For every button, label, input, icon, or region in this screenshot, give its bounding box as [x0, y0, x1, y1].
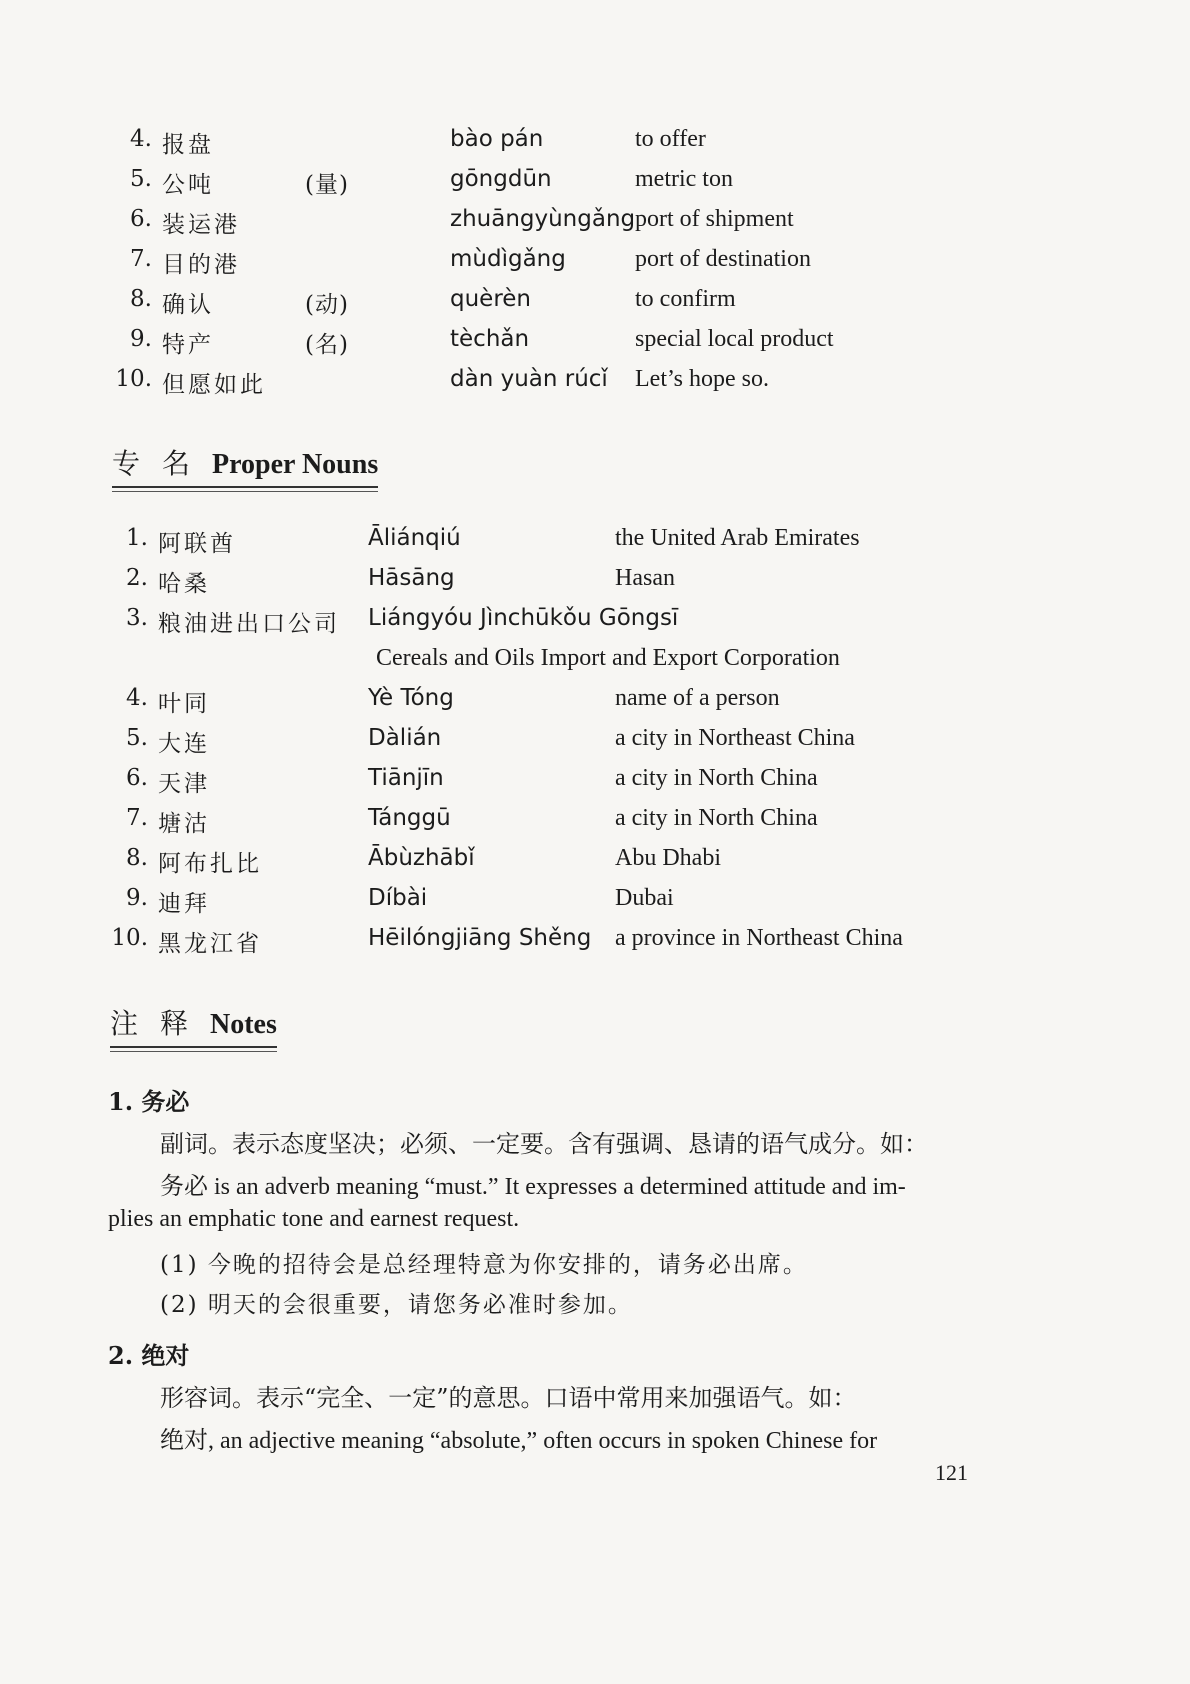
vocab-row [0, 246, 1190, 286]
vocab-hanzi: 目的港 [162, 252, 240, 278]
proper-noun-pinyin: Hāsāng [368, 565, 455, 591]
heading-zh: 注释 [110, 1007, 211, 1040]
proper-noun-hanzi: 叶同 [158, 691, 210, 717]
vocab-pinyin: quèrèn [450, 286, 532, 312]
vocab-english: port of shipment [635, 206, 794, 232]
vocab-row [0, 126, 1190, 166]
example-sentence: (2) 明天的会很重要，请您务必准时参加。 [160, 1292, 633, 1318]
proper-noun-english: a city in North China [615, 805, 818, 831]
heading-underline [110, 1051, 277, 1052]
proper-noun-pinyin: Liángyóu Jìnchūkǒu Gōngsī [368, 605, 679, 631]
proper-noun-row [0, 885, 1190, 925]
proper-noun-hanzi: 天津 [158, 771, 210, 797]
vocab-pos: (名) [305, 332, 349, 358]
proper-noun-english: a city in North China [615, 765, 818, 791]
proper-noun-english: the United Arab Emirates [615, 525, 860, 551]
proper-noun-hanzi: 黑龙江省 [158, 931, 262, 957]
proper-noun-pinyin: Āliánqiú [368, 525, 461, 551]
heading-underline [110, 1046, 277, 1048]
vocab-number: 5. [130, 166, 152, 192]
proper-noun-number: 3. [126, 605, 148, 631]
vocab-english: Let’s hope so. [635, 366, 769, 392]
vocab-pos: (动) [305, 292, 349, 318]
proper-noun-number: 6. [126, 765, 148, 791]
vocab-number: 6. [130, 206, 152, 232]
proper-noun-number: 10. [111, 925, 148, 951]
vocab-row [0, 166, 1190, 206]
proper-nouns-heading [112, 442, 378, 482]
proper-noun-number: 4. [126, 685, 148, 711]
proper-noun-number: 5. [126, 725, 148, 751]
heading-underline [112, 486, 378, 488]
proper-noun-number: 7. [126, 805, 148, 831]
proper-noun-hanzi: 哈桑 [158, 571, 210, 597]
heading-en: Notes [210, 1009, 277, 1040]
vocab-english: port of destination [635, 246, 811, 272]
proper-noun-pinyin: Tánggū [368, 805, 451, 831]
proper-noun-row [0, 765, 1190, 805]
vocab-hanzi: 特产 [162, 332, 214, 358]
proper-noun-row [0, 525, 1190, 565]
proper-noun-hanzi: 阿联酋 [158, 531, 236, 557]
vocab-english: to offer [635, 126, 706, 152]
note-title: 2. 绝对 [108, 1341, 190, 1370]
vocab-pinyin: mùdìgǎng [450, 246, 566, 272]
proper-noun-english: Abu Dhabi [615, 845, 721, 871]
proper-noun-number: 2. [126, 565, 148, 591]
vocab-pinyin: dàn yuàn rúcǐ [450, 366, 608, 392]
vocab-row [0, 286, 1190, 326]
proper-noun-row [0, 685, 1190, 725]
vocab-number: 9. [130, 326, 152, 352]
vocab-english: special local product [635, 326, 834, 352]
proper-noun-pinyin: Dàlián [368, 725, 442, 751]
vocab-pinyin: bào pán [450, 126, 544, 152]
proper-noun-hanzi: 阿布扎比 [158, 851, 262, 877]
vocab-pinyin: tèchǎn [450, 326, 530, 352]
vocab-hanzi: 装运港 [162, 212, 240, 238]
vocab-hanzi: 确认 [162, 292, 214, 318]
heading-zh: 专名 [112, 447, 213, 480]
proper-noun-pinyin: Tiānjīn [368, 765, 444, 791]
vocab-pinyin: zhuāngyùngǎng [450, 206, 636, 232]
proper-noun-number: 8. [126, 845, 148, 871]
proper-noun-row [0, 605, 1190, 645]
page-number: 121 [935, 1460, 968, 1485]
note-zh-explanation: 形容词。表示“完全、一定”的意思。口语中常用来加强语气。如： [160, 1384, 857, 1412]
proper-noun-hanzi: 塘沽 [158, 811, 210, 837]
proper-noun-english: a city in Northeast China [615, 725, 855, 751]
vocab-english: to confirm [635, 286, 736, 312]
heading-underline [112, 491, 378, 492]
proper-noun-number: 1. [126, 525, 148, 551]
proper-noun-row [0, 845, 1190, 885]
note-en-explanation: 务必 is an adverb meaning “must.” It expresses a determined attitude and im- [160, 1174, 906, 1200]
heading-en: Proper Nouns [212, 449, 379, 480]
vocab-number: 4. [130, 126, 152, 152]
vocab-number: 7. [130, 246, 152, 272]
example-sentence: (1) 今晚的招待会是总经理特意为你安排的，请务必出席。 [160, 1252, 808, 1278]
proper-noun-english: name of a person [615, 685, 780, 711]
proper-noun-row [0, 565, 1190, 605]
notes-heading [110, 1002, 277, 1042]
proper-noun-english: Cereals and Oils Import and Export Corporation [376, 645, 840, 671]
note-zh-explanation: 副词。表示态度坚决；必须、一定要。含有强调、恳请的语气成分。如： [160, 1130, 928, 1158]
vocab-english: metric ton [635, 166, 733, 192]
proper-noun-hanzi: 大连 [158, 731, 210, 757]
proper-noun-hanzi: 粮油进出口公司 [158, 611, 340, 637]
note-en-explanation: 绝对, an adjective meaning “absolute,” often occurs in spoken Chinese for [160, 1428, 878, 1454]
proper-noun-english: Hasan [615, 565, 675, 591]
vocab-row [0, 206, 1190, 246]
proper-noun-number: 9. [126, 885, 148, 911]
proper-noun-row [0, 805, 1190, 845]
proper-noun-english: Dubai [615, 885, 674, 911]
proper-noun-pinyin: Díbài [368, 885, 428, 911]
vocab-number: 8. [130, 286, 152, 312]
proper-noun-row [0, 925, 1190, 965]
proper-noun-english: a province in Northeast China [615, 925, 903, 951]
vocab-number: 10. [115, 366, 152, 392]
proper-noun-pinyin: Ābùzhābǐ [368, 845, 475, 871]
proper-noun-row [0, 645, 1190, 685]
note-title: 1. 务必 [108, 1087, 190, 1116]
proper-noun-hanzi: 迪拜 [158, 891, 210, 917]
vocab-hanzi: 但愿如此 [162, 372, 266, 398]
vocab-hanzi: 报盘 [162, 132, 214, 158]
vocab-row [0, 366, 1190, 406]
vocab-pinyin: gōngdūn [450, 166, 552, 192]
proper-noun-pinyin: Hēilóngjiāng Shěng [368, 925, 592, 951]
note-en-explanation: plies an emphatic tone and earnest request. [108, 1206, 520, 1232]
proper-noun-row [0, 725, 1190, 765]
proper-noun-pinyin: Yè Tóng [368, 685, 454, 711]
vocab-pos: (量) [305, 172, 349, 198]
vocab-hanzi: 公吨 [162, 172, 214, 198]
vocab-row [0, 326, 1190, 366]
